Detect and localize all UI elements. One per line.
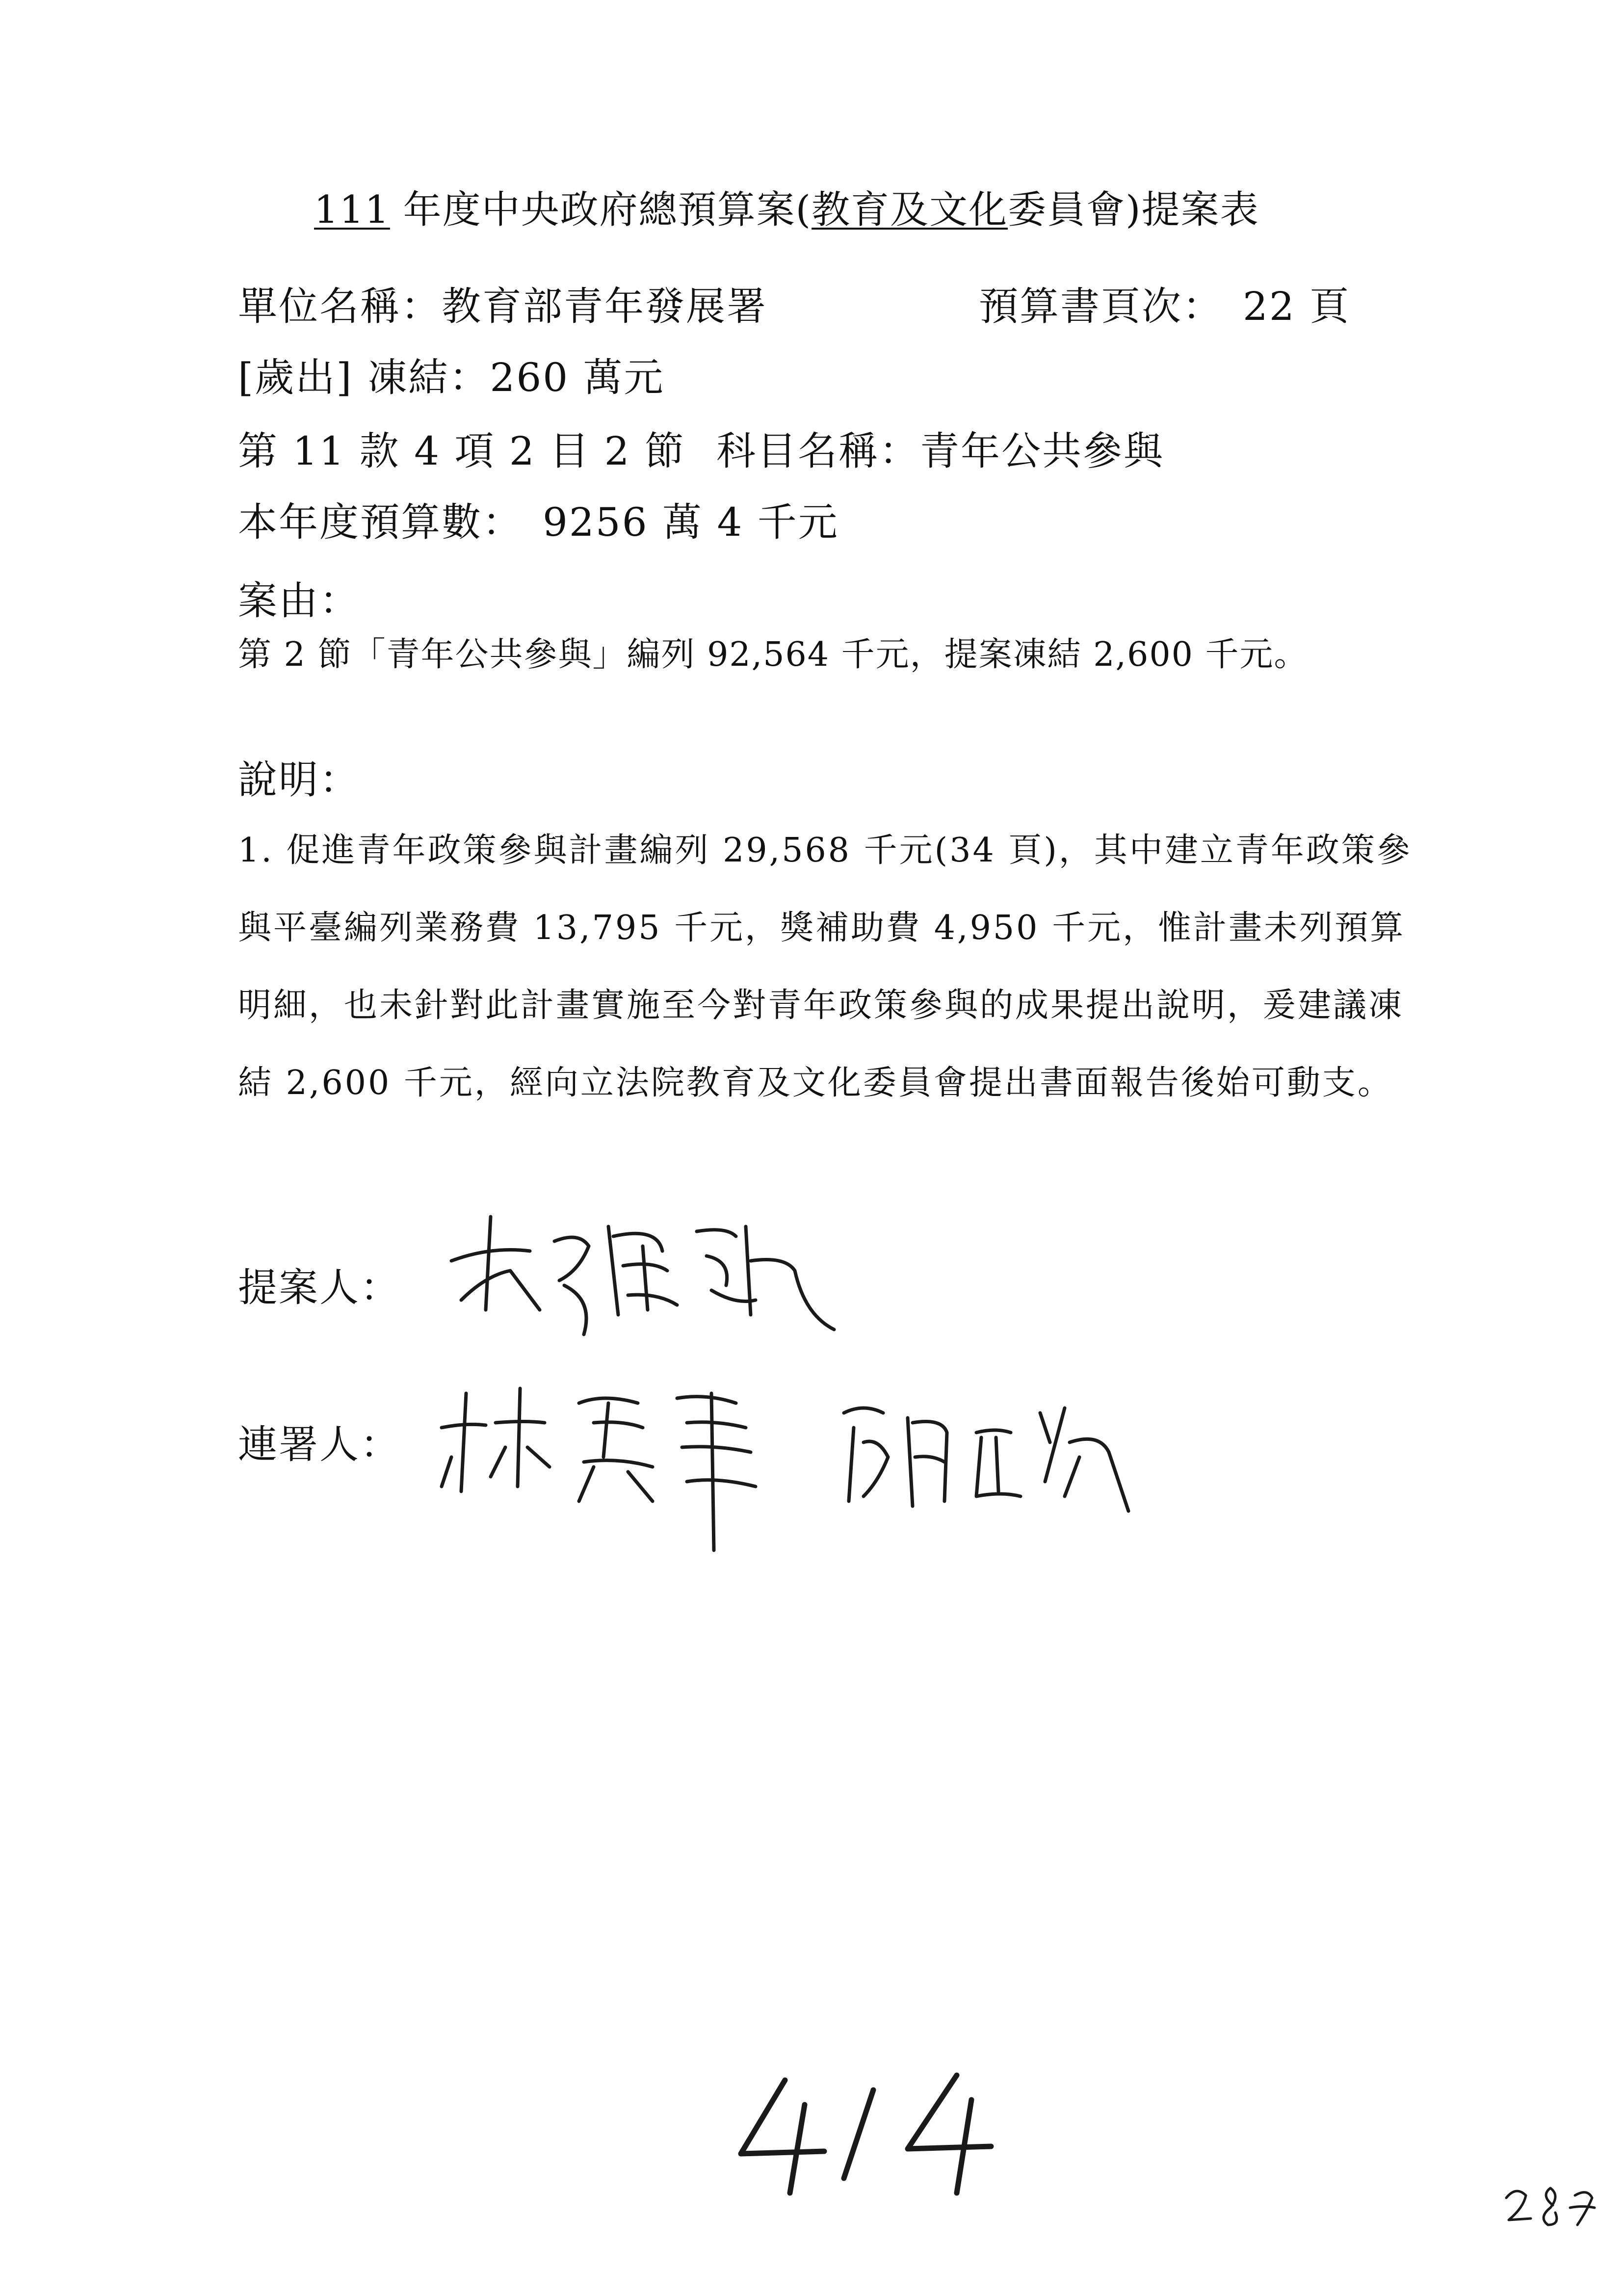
form-title — [314, 179, 1259, 234]
expenditure-bracket: [歲出] — [238, 355, 353, 400]
freeze-row — [238, 346, 665, 402]
subject-label: 科目名稱： — [716, 428, 920, 474]
budget-page-label: 預算書頁次： — [979, 284, 1223, 329]
title-year: 111 — [314, 188, 390, 232]
cosigner-signature-2 — [834, 1383, 1148, 1521]
freeze-label: 凍結： — [367, 355, 490, 400]
title-committee: 教育及文化 — [812, 188, 1008, 232]
reason-label: 案由： — [238, 578, 360, 624]
budget-page-row — [979, 275, 1350, 331]
budget-amount-value: 9256 萬 4 千元 — [543, 499, 839, 545]
unit-name-label: 單位名稱： — [238, 284, 442, 329]
handwritten-page-number — [726, 2061, 1001, 2210]
budget-page-value: 22 頁 — [1243, 284, 1351, 329]
unit-name-value: 教育部青年發展署 — [442, 284, 767, 329]
freeze-value: 260 萬元 — [490, 355, 665, 400]
unit-name-row — [238, 275, 767, 331]
title-text-b: 委員會)提案表 — [1008, 188, 1259, 232]
explanation-text: 1. 促進青年政策參與計畫編列 29,568 千元(34 頁)，其中建立青年政策參與平臺編列業務費 13,795 千元，獎補助費 4,950 千元，惟計畫未列預算明細，也未針對此計畫實施至今對青年政策參與的成果提出說明，爰建議凍結 2,600 千元，經向立法院教育及文化委員會提出書面報告後始可動支。 — [238, 831, 1412, 1102]
budget-amount-row — [238, 491, 839, 547]
corner-handwritten-number — [1501, 2178, 1599, 2234]
title-text-a: 年度中央政府總預算案( — [390, 188, 812, 232]
proposer-signature — [432, 1187, 854, 1344]
subject-value: 青年公共參與 — [920, 428, 1164, 474]
reason-text: 第 2 節「青年公共參與」編列 92,564 千元，提案凍結 2,600 千元。 — [238, 635, 1309, 674]
cosigner-label: 連署人： — [238, 1422, 401, 1467]
item-code: 第 11 款 4 項 2 目 2 節 — [238, 428, 685, 474]
proposer-label: 提案人： — [238, 1265, 401, 1310]
budget-amount-label: 本年度預算數： — [238, 499, 523, 545]
explanation-label: 說明： — [238, 757, 360, 803]
cosigner-signature-1 — [432, 1374, 785, 1560]
subject-row — [716, 419, 1164, 476]
